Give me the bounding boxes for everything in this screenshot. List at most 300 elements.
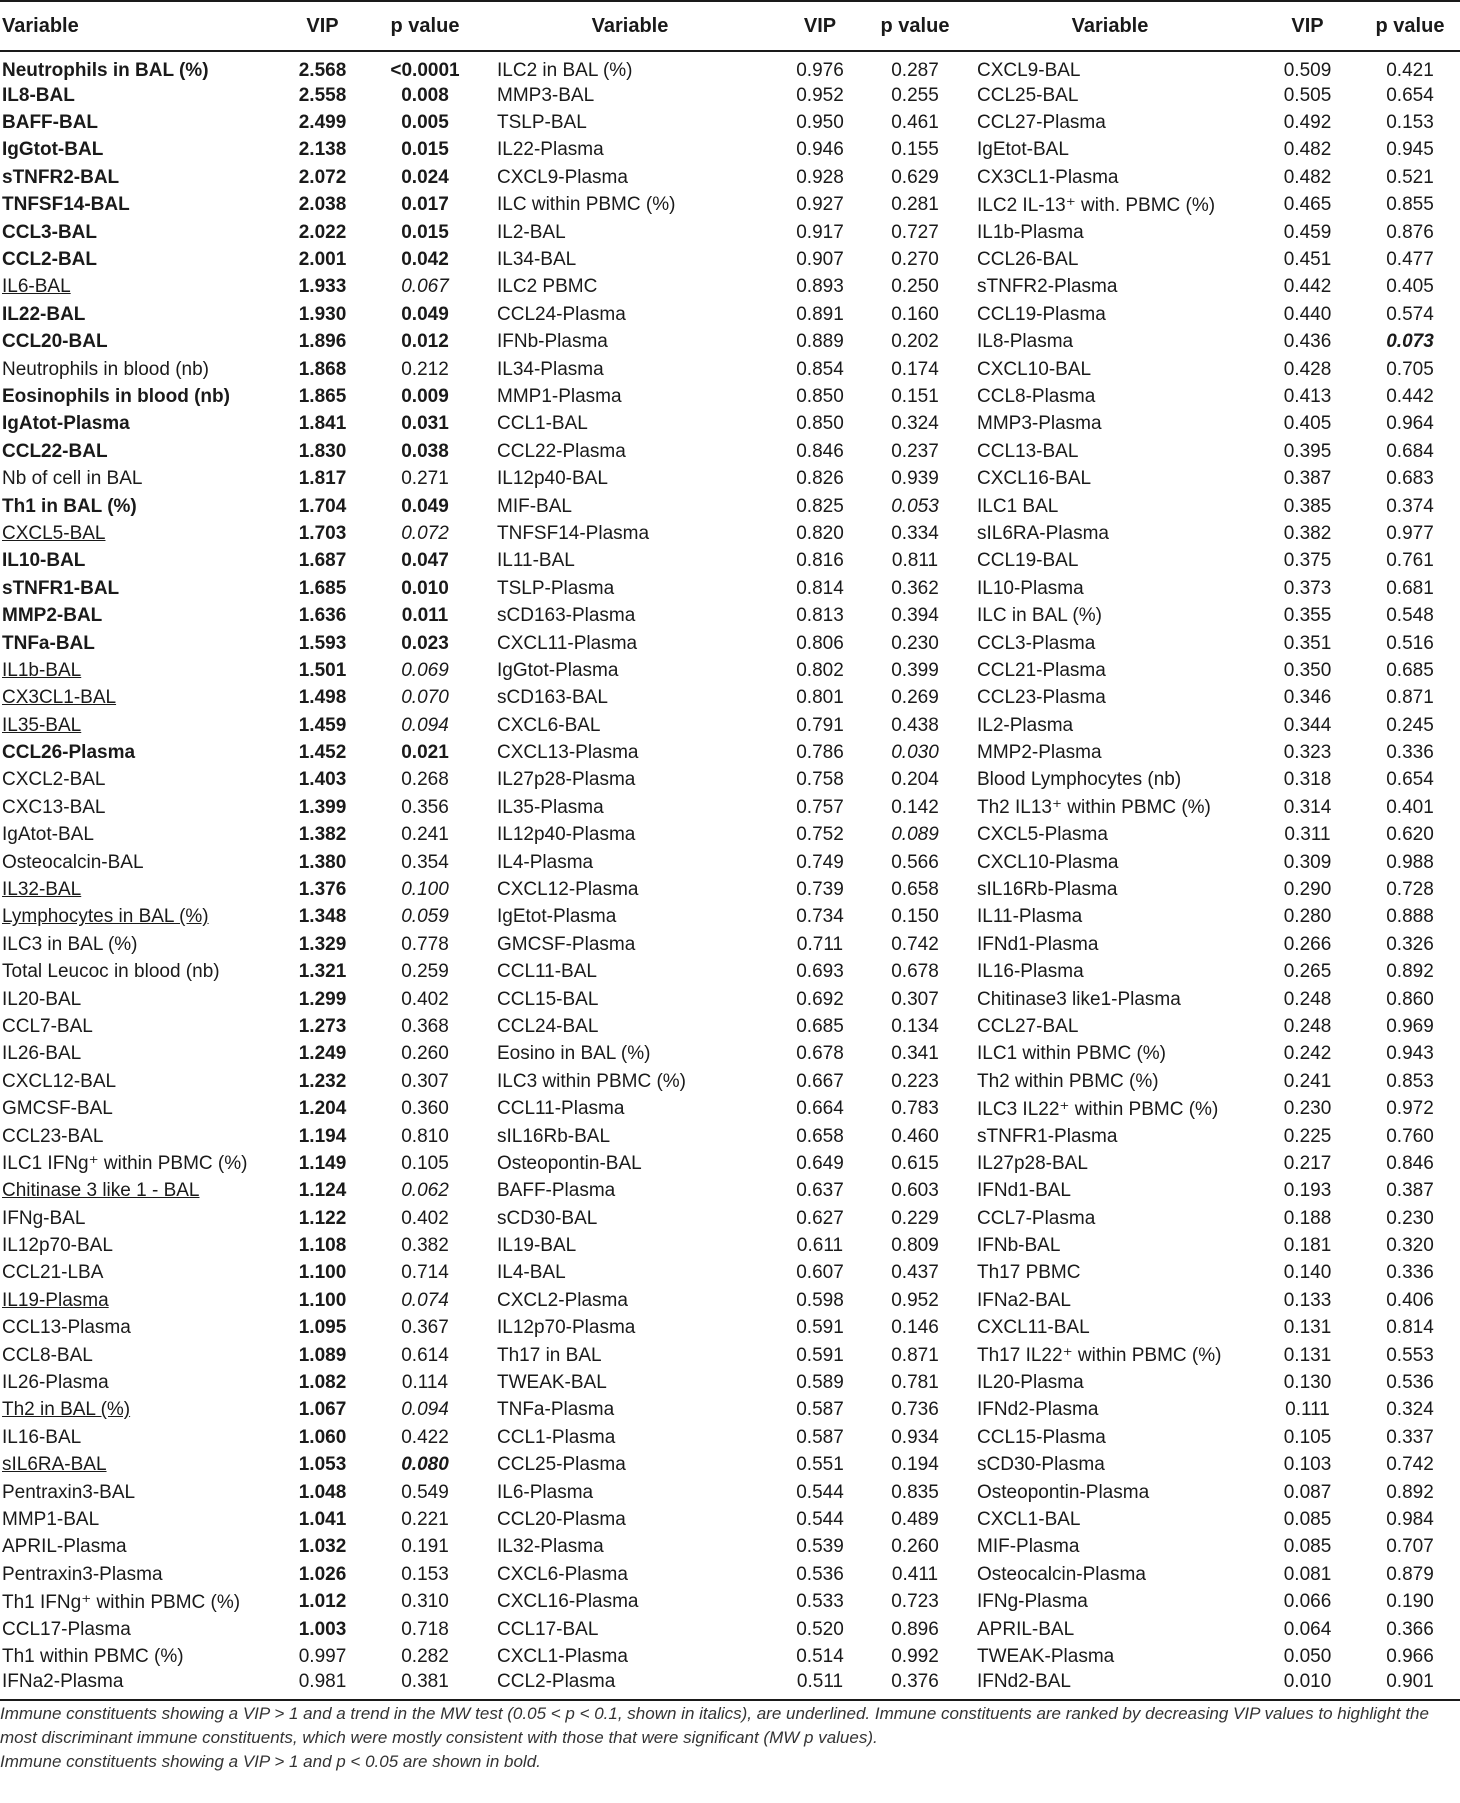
vip-value: 0.536 — [796, 1563, 844, 1585]
vip-value: 2.138 — [298, 139, 347, 161]
variable-cell — [0, 1643, 280, 1670]
variable-cell — [0, 1041, 280, 1068]
variable-name: Eosinophils in blood (nb) — [2, 385, 230, 407]
vip-value: 0.050 — [1283, 1645, 1332, 1667]
variable-cell — [965, 356, 1255, 383]
p-value: 0.438 — [891, 714, 939, 736]
variable-name: CCL22-BAL — [2, 440, 108, 462]
p-value: 0.038 — [401, 440, 449, 462]
vip-value: 0.375 — [1283, 550, 1332, 572]
p-value: 0.966 — [1386, 1645, 1434, 1667]
variable-name: Th1 within PBMC (%) — [2, 1645, 184, 1667]
table-row — [0, 1479, 1460, 1506]
p-value: 0.282 — [401, 1645, 449, 1667]
variable-name: IL10-Plasma — [977, 577, 1084, 599]
vip-value: 0.131 — [1283, 1344, 1332, 1366]
vip-value: 0.757 — [796, 796, 844, 818]
table-row — [0, 1643, 1460, 1670]
variable-cell — [965, 602, 1255, 629]
variable-name: ILC1 within PBMC (%) — [977, 1043, 1166, 1065]
p-value: 0.888 — [1386, 906, 1434, 928]
variable-cell — [0, 685, 280, 712]
table-row — [0, 1178, 1460, 1205]
p-value: 0.202 — [891, 331, 939, 353]
variable-name: APRIL-BAL — [977, 1618, 1075, 1640]
vip-value: 1.012 — [298, 1591, 347, 1613]
p-value: 0.105 — [401, 1152, 449, 1174]
table-row — [0, 274, 1460, 301]
vip-value: 0.981 — [280, 1671, 365, 1700]
variable-name: IL12p40-Plasma — [497, 824, 636, 846]
p-value: 0.153 — [1386, 112, 1434, 134]
vip-value: 0.085 — [1283, 1509, 1332, 1530]
p-value: 0.402 — [401, 1207, 449, 1229]
p-value: 0.269 — [891, 687, 939, 709]
p-value: 0.174 — [891, 358, 939, 380]
variable-name: IFNa2-Plasma — [2, 1670, 124, 1692]
variable-name: ILC within PBMC (%) — [497, 194, 676, 216]
table-row — [0, 1424, 1460, 1451]
vip-value: 0.140 — [1283, 1262, 1332, 1284]
p-value: 0.876 — [1386, 221, 1434, 243]
table-row — [0, 493, 1460, 520]
variable-name: ILC2 in BAL (%) — [497, 60, 633, 81]
variable-cell — [485, 548, 775, 575]
vip-value: 0.130 — [1283, 1372, 1332, 1394]
variable-name: IL22-Plasma — [497, 139, 604, 161]
p-value: 0.442 — [1386, 385, 1434, 407]
p-value: 0.134 — [891, 1015, 939, 1037]
p-value: 0.871 — [891, 1344, 939, 1366]
table-row — [0, 986, 1460, 1013]
table-row — [0, 82, 1460, 109]
variable-name: CXCL10-BAL — [977, 358, 1092, 380]
p-value: 0.354 — [401, 851, 449, 873]
variable-cell — [0, 1287, 280, 1314]
variable-cell — [0, 1068, 280, 1095]
vip-value: 0.413 — [1283, 385, 1332, 407]
p-value: 0.387 — [1386, 1180, 1434, 1202]
table-row — [0, 822, 1460, 849]
variable-cell — [0, 1397, 280, 1424]
vip-value: 0.111 — [1285, 1399, 1330, 1421]
vip-value: 0.749 — [796, 851, 844, 873]
vip-value: 0.627 — [796, 1207, 844, 1229]
p-value: 0.010 — [401, 577, 449, 599]
p-value: 0.053 — [891, 495, 939, 517]
vip-value: 2.568 — [298, 60, 347, 81]
variable-name: BAFF-Plasma — [497, 1180, 616, 1202]
vip-value: 0.846 — [796, 440, 844, 462]
vip-value: 0.734 — [796, 906, 844, 928]
header-pvalue-2: p value — [865, 1, 965, 51]
table-row — [0, 1123, 1460, 1150]
p-value: 0.714 — [401, 1262, 449, 1284]
variable-name: CCL23-BAL — [2, 1125, 104, 1147]
p-value: 0.024 — [401, 166, 449, 188]
variable-name: TNFa-Plasma — [497, 1399, 615, 1421]
vip-value: 0.611 — [796, 1235, 844, 1257]
p-value: 0.047 — [401, 550, 449, 572]
vip-value: 1.452 — [298, 742, 347, 764]
p-value: 0.835 — [891, 1481, 939, 1503]
p-value: 0.811 — [891, 550, 939, 572]
variable-cell — [965, 1205, 1255, 1232]
p-value: 0.030 — [891, 742, 939, 764]
variable-cell — [485, 1178, 775, 1205]
p-value: 0.204 — [891, 769, 939, 791]
vip-value: 1.380 — [298, 851, 347, 873]
variable-cell — [965, 1424, 1255, 1451]
variable-name: ILC2 PBMC — [497, 276, 598, 298]
variable-name: IL32-BAL — [2, 879, 82, 901]
variable-name: IgAtot-Plasma — [2, 413, 130, 435]
vip-value: 0.087 — [1283, 1481, 1332, 1503]
p-value: 0.080 — [401, 1454, 449, 1476]
variable-cell — [485, 876, 775, 903]
variable-name: Th17 PBMC — [977, 1262, 1081, 1284]
table-row — [0, 1534, 1460, 1561]
header-vip-3: VIP — [1255, 1, 1360, 51]
variable-cell — [485, 1260, 775, 1287]
variable-name: IL34-BAL — [497, 249, 577, 271]
variable-cell — [485, 1342, 775, 1369]
vip-value: 0.311 — [1284, 824, 1331, 846]
variable-name: ILC2 IL-13⁺ with. PBMC (%) — [977, 194, 1216, 216]
variable-name: IL6-BAL — [2, 276, 71, 298]
vip-value: 0.387 — [1283, 468, 1332, 490]
variable-cell — [965, 1397, 1255, 1424]
variable-cell — [965, 1369, 1255, 1396]
vip-value: 0.816 — [796, 550, 844, 572]
variable-cell — [965, 1506, 1255, 1533]
vip-value: 0.314 — [1283, 796, 1332, 818]
vip-value: 0.850 — [796, 385, 844, 407]
variable-cell — [0, 1123, 280, 1150]
p-value: 0.603 — [891, 1180, 939, 1202]
variable-name: CCL26-Plasma — [2, 742, 136, 764]
variable-name: IFNd2-Plasma — [977, 1399, 1099, 1421]
p-value: 0.681 — [1386, 577, 1434, 599]
table-row — [0, 164, 1460, 191]
p-value: 0.742 — [891, 933, 939, 955]
vip-value: 1.704 — [298, 495, 347, 517]
vip-value: 1.032 — [298, 1536, 347, 1558]
variable-name: CCL15-Plasma — [977, 1426, 1106, 1448]
variable-cell — [965, 876, 1255, 903]
table-row — [0, 849, 1460, 876]
vip-value: 2.001 — [298, 249, 347, 271]
vip-value: 0.637 — [796, 1180, 844, 1202]
p-value: 0.212 — [401, 358, 449, 380]
vip-value: 1.498 — [298, 687, 347, 709]
p-value: 0.368 — [401, 1015, 449, 1037]
variable-cell — [485, 931, 775, 958]
variable-name: CXCL10-Plasma — [977, 851, 1119, 873]
variable-name: Th2 in BAL (%) — [2, 1399, 131, 1421]
variable-cell — [0, 329, 280, 356]
vip-value: 0.551 — [796, 1454, 844, 1476]
vip-value: 0.814 — [796, 577, 844, 599]
variable-name: TNFSF14-BAL — [2, 194, 130, 216]
vip-value: 0.711 — [796, 933, 844, 955]
variable-name: IL34-Plasma — [497, 358, 604, 380]
variable-name: CCL20-Plasma — [497, 1509, 626, 1530]
vip-value: 1.095 — [298, 1317, 347, 1339]
variable-cell — [485, 1369, 775, 1396]
p-value: 0.023 — [401, 632, 449, 654]
p-value: 0.042 — [401, 249, 449, 271]
p-value: 0.934 — [891, 1426, 939, 1448]
vip-value: 1.100 — [298, 1262, 347, 1284]
p-value: 0.516 — [1386, 632, 1434, 654]
p-value: 0.678 — [891, 961, 939, 983]
variable-name: ILC3 IL22⁺ within PBMC (%) — [977, 1098, 1219, 1120]
variable-name: IL20-BAL — [2, 988, 82, 1010]
variable-cell — [965, 1479, 1255, 1506]
vip-value: 0.309 — [1283, 851, 1332, 873]
vip-value: 0.591 — [796, 1317, 844, 1339]
variable-name: sTNFR2-BAL — [2, 166, 120, 188]
vip-value: 1.382 — [298, 824, 347, 846]
p-value: 0.992 — [891, 1645, 939, 1667]
variable-cell — [485, 657, 775, 684]
variable-name: sCD30-BAL — [497, 1207, 598, 1229]
vip-value: 0.511 — [775, 1671, 865, 1700]
variable-cell — [485, 356, 775, 383]
variable-name: CCL20-BAL — [2, 331, 108, 353]
vip-value: 1.933 — [298, 276, 347, 298]
p-value: 0.988 — [1386, 851, 1434, 873]
variable-cell — [0, 383, 280, 410]
p-value: 0.548 — [1386, 605, 1434, 627]
table-row — [0, 1205, 1460, 1232]
variable-name: sIL16Rb-BAL — [497, 1125, 611, 1147]
p-value: 0.943 — [1386, 1043, 1434, 1065]
vip-value: 0.355 — [1283, 605, 1332, 627]
vip-value: 0.907 — [796, 249, 844, 271]
variable-name: CCL7-BAL — [2, 1015, 93, 1037]
variable-name: IL16-BAL — [2, 1426, 82, 1448]
variable-name: Th1 in BAL (%) — [2, 495, 137, 517]
table-row — [0, 1342, 1460, 1369]
p-value: 0.155 — [891, 139, 939, 161]
variable-name: CCL2-BAL — [2, 249, 97, 271]
variable-cell — [965, 1561, 1255, 1588]
vip-value: 0.539 — [796, 1536, 844, 1558]
variable-cell — [0, 1479, 280, 1506]
variable-cell — [965, 411, 1255, 438]
p-value: 0.094 — [401, 714, 449, 736]
vip-value: 0.505 — [1283, 84, 1332, 106]
p-value: 0.287 — [891, 60, 939, 81]
variable-cell — [965, 383, 1255, 410]
variable-cell — [965, 712, 1255, 739]
p-value: 0.074 — [401, 1289, 449, 1311]
p-value: 0.337 — [1386, 1426, 1434, 1448]
vip-value: 0.242 — [1283, 1043, 1332, 1065]
variable-cell — [965, 82, 1255, 109]
variable-name: GMCSF-BAL — [2, 1098, 113, 1120]
p-value: 0.307 — [891, 988, 939, 1010]
variable-name: CCL11-Plasma — [497, 1098, 625, 1120]
header-variable-3: Variable — [965, 1, 1255, 51]
variable-cell — [485, 1287, 775, 1314]
vip-value: 0.280 — [1283, 906, 1332, 928]
variable-name: CCL25-Plasma — [497, 1454, 626, 1476]
vip-value: 1.003 — [298, 1618, 347, 1640]
variable-cell — [965, 767, 1255, 794]
variable-cell — [965, 1068, 1255, 1095]
variable-cell — [0, 1534, 280, 1561]
variable-name: CXCL6-BAL — [497, 714, 601, 736]
vip-value: 0.928 — [796, 166, 844, 188]
variable-cell — [965, 822, 1255, 849]
header-variable-1: Variable — [0, 1, 280, 51]
variable-cell — [965, 1534, 1255, 1561]
vip-value: 0.225 — [1283, 1125, 1332, 1147]
variable-cell — [0, 602, 280, 629]
vip-value: 0.373 — [1283, 577, 1332, 599]
p-value: 0.422 — [401, 1426, 449, 1448]
p-value: 0.194 — [891, 1454, 939, 1476]
variable-cell — [0, 712, 280, 739]
variable-name: ILC3 within PBMC (%) — [497, 1070, 686, 1092]
vip-value: 0.492 — [1283, 112, 1332, 134]
p-value: 0.260 — [891, 1536, 939, 1558]
variable-cell — [485, 959, 775, 986]
table-row — [0, 1287, 1460, 1314]
table-row — [0, 438, 1460, 465]
p-value: 0.146 — [891, 1317, 939, 1339]
vip-value: 0.667 — [796, 1070, 844, 1092]
vip-value: 0.451 — [1283, 249, 1332, 271]
variable-name: MIF-BAL — [497, 495, 572, 517]
variable-name: IL22-BAL — [2, 303, 86, 325]
p-value: 0.855 — [1386, 194, 1434, 216]
vip-value: 1.060 — [298, 1426, 347, 1448]
variable-name: CCL13-Plasma — [2, 1317, 131, 1339]
variable-cell — [965, 986, 1255, 1013]
variable-cell — [0, 1506, 280, 1533]
variable-name: Chitinase3 like1-Plasma — [977, 988, 1181, 1010]
vip-value: 1.348 — [298, 906, 347, 928]
variable-cell — [965, 51, 1255, 82]
p-value: 0.221 — [401, 1509, 449, 1530]
table-row — [0, 1232, 1460, 1259]
vip-value: 2.038 — [298, 194, 347, 216]
p-value: 0.969 — [1386, 1015, 1434, 1037]
variable-name: IFNd1-BAL — [977, 1180, 1071, 1202]
variable-name: CXCL1-BAL — [977, 1509, 1081, 1530]
vip-value: 0.854 — [796, 358, 844, 380]
variable-cell — [485, 685, 775, 712]
variable-cell — [485, 465, 775, 492]
vip-value: 1.830 — [298, 440, 347, 462]
variable-name: CCL11-BAL — [497, 961, 597, 983]
p-value: 0.892 — [1386, 1481, 1434, 1503]
vip-value: 0.850 — [796, 413, 844, 435]
p-value: 0.324 — [891, 413, 939, 435]
p-value: 0.255 — [891, 84, 939, 106]
variable-cell — [485, 1123, 775, 1150]
variable-cell — [0, 959, 280, 986]
variable-cell — [965, 931, 1255, 958]
p-value: 0.334 — [891, 522, 939, 544]
vip-value: 0.131 — [1283, 1317, 1332, 1339]
vip-value: 1.108 — [298, 1235, 347, 1257]
variable-cell — [485, 1506, 775, 1533]
p-value: 0.011 — [401, 605, 449, 627]
p-value: 0.376 — [865, 1671, 965, 1700]
vip-value: 0.917 — [796, 221, 844, 243]
variable-name: TSLP-BAL — [497, 112, 587, 134]
variable-name: CCL22-Plasma — [497, 440, 626, 462]
header-row — [0, 1, 1460, 51]
vip-value: 1.232 — [298, 1070, 347, 1092]
variable-name: IFNb-Plasma — [497, 331, 608, 353]
variable-cell — [485, 219, 775, 246]
variable-name: MIF-Plasma — [977, 1536, 1080, 1558]
p-value: 0.067 — [401, 276, 449, 298]
variable-cell — [965, 1013, 1255, 1040]
variable-name: IL12p70-BAL — [2, 1235, 113, 1257]
p-value: 0.574 — [1386, 303, 1434, 325]
p-value: 0.685 — [1386, 659, 1434, 681]
p-value: 0.536 — [1386, 1372, 1434, 1394]
vip-value: 0.806 — [796, 632, 844, 654]
vip-value: 1.685 — [298, 577, 347, 599]
table-row — [0, 904, 1460, 931]
variable-name: CCL24-BAL — [497, 1015, 599, 1037]
vip-value: 1.299 — [298, 988, 347, 1010]
table-row — [0, 1041, 1460, 1068]
table-row — [0, 1068, 1460, 1095]
variable-name: IL12p70-Plasma — [497, 1317, 636, 1339]
variable-name: CCL26-BAL — [977, 249, 1079, 271]
vip-value: 0.465 — [1283, 194, 1332, 216]
variable-name: Eosino in BAL (%) — [497, 1043, 651, 1065]
table-row — [0, 1150, 1460, 1177]
variable-cell — [485, 739, 775, 766]
p-value: 0.015 — [401, 139, 449, 161]
vip-value: 0.825 — [796, 495, 844, 517]
variable-name: IFNg-Plasma — [977, 1591, 1088, 1613]
table-row — [0, 219, 1460, 246]
p-value: 0.049 — [401, 495, 449, 517]
variable-name: sTNFR1-BAL — [2, 577, 120, 599]
table-row — [0, 1397, 1460, 1424]
variable-name: CCL17-BAL — [497, 1618, 599, 1640]
variable-name: IL1b-Plasma — [977, 221, 1084, 243]
vip-value: 0.791 — [796, 714, 844, 736]
p-value: 0.783 — [891, 1098, 939, 1120]
vip-value: 0.802 — [796, 659, 844, 681]
variable-cell — [485, 137, 775, 164]
p-value: 0.374 — [1386, 495, 1434, 517]
variable-cell — [485, 164, 775, 191]
variable-name: Th2 within PBMC (%) — [977, 1070, 1159, 1092]
variable-name: TWEAK-BAL — [497, 1372, 607, 1394]
vip-value: 0.193 — [1283, 1180, 1332, 1202]
p-value: 0.810 — [401, 1125, 449, 1147]
table-row — [0, 657, 1460, 684]
variable-name: CCL8-BAL — [2, 1344, 93, 1366]
p-value: 0.310 — [401, 1591, 449, 1613]
variable-name: sTNFR2-Plasma — [977, 276, 1118, 298]
vip-value: 0.344 — [1283, 714, 1332, 736]
p-value: 0.896 — [891, 1618, 939, 1640]
